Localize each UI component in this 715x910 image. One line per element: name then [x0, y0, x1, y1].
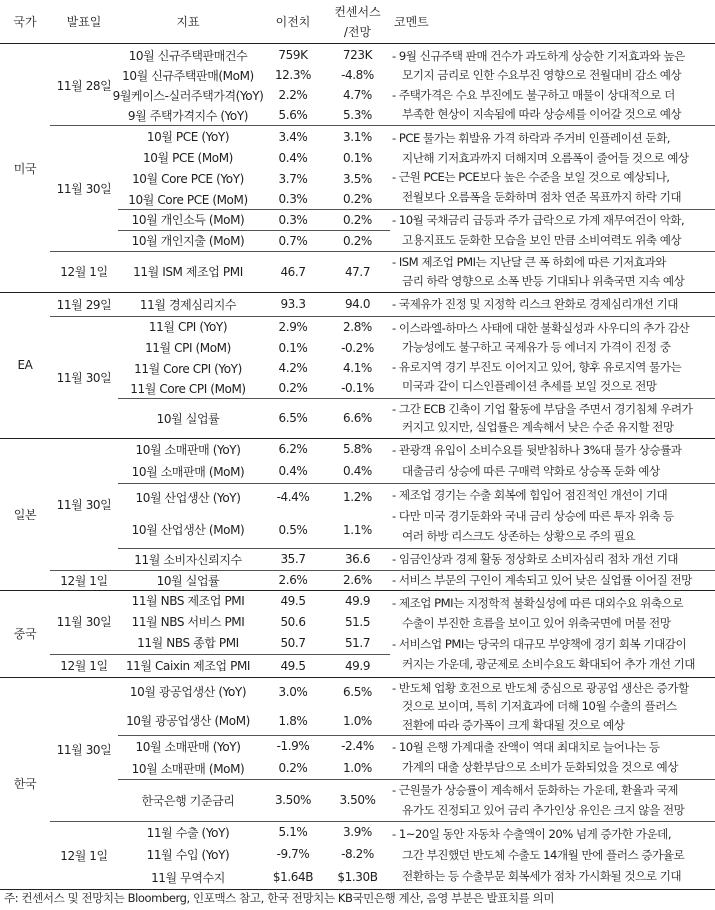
indicator-name: 11월 수출 (YoY) — [146, 825, 230, 840]
previous-value: 2.6% — [278, 573, 308, 587]
comment-line: - 국제유가 진정 및 지정학 리스크 완화로 경제심리개선 기대 — [392, 297, 678, 311]
consensus-value: 1.0% — [343, 713, 372, 728]
comment-line: 유가도 진정되고 있어 금리 추가인상 유인은 크지 않을 전망 — [402, 802, 685, 817]
release-date: 11월 28일 — [56, 78, 112, 93]
country-name: EA — [17, 358, 33, 372]
row-divider — [118, 209, 715, 210]
previous-value: 0.2% — [278, 381, 308, 395]
previous-value: 50.6 — [280, 614, 306, 629]
previous-value: 0.3% — [278, 192, 308, 206]
header-consensus-line1: 컨센서스 — [334, 4, 381, 19]
consensus-value: 3.50% — [339, 793, 376, 807]
consensus-value: 1.0% — [343, 761, 372, 775]
indicator-name: 11월 CPI (MoM) — [145, 341, 231, 355]
previous-value: 12.3% — [274, 68, 312, 82]
consensus-value: 0.2% — [343, 212, 372, 227]
previous-value: 49.5 — [280, 593, 306, 608]
comment-line: 수출이 부진한 흐름을 보이고 있어 위축국면에 머물 전망 — [402, 616, 671, 631]
previous-value: 759K — [278, 48, 308, 62]
comment-block — [392, 292, 712, 316]
indicator-name: 10월 소매판매 (MoM) — [131, 761, 245, 776]
comment-line: - 1~20일 동안 자동차 수출액이 20% 넘게 증가한 가운데, — [392, 827, 672, 841]
row-divider — [0, 677, 715, 678]
consensus-value: 6.6% — [343, 411, 372, 425]
indicator-name: 10월 신규주택판매건수 — [128, 48, 248, 63]
release-date: 12월 1일 — [60, 573, 108, 588]
comment-line: - 임금인상과 경제 활동 정상화로 소비자심리 점차 개선 기대 — [392, 552, 678, 566]
comment-line: - ISM 제조업 PMI는 지난달 큰 폭 하회에 따른 기저효과와 — [392, 255, 666, 269]
row-divider — [0, 889, 715, 890]
header-comment: 코멘트 — [394, 14, 429, 29]
previous-value: $1.64B — [272, 870, 314, 884]
comment-block — [392, 483, 712, 548]
comment-line: 가능성에도 불구하고 국제유가 등 에너지 가격이 진정 중 — [402, 340, 671, 355]
indicator-name: 11월 소비자신뢰지수 — [134, 552, 242, 567]
comment-line: - 관광객 유입이 소비수요를 뒷받침하나 3%대 물가 상승률과 — [392, 443, 682, 458]
comment-block — [392, 126, 712, 209]
consensus-value: 1.1% — [343, 522, 372, 537]
previous-value: 3.4% — [278, 129, 308, 144]
consensus-value: 94.0 — [344, 297, 371, 311]
comment-block — [392, 251, 712, 292]
previous-value: 3.0% — [278, 684, 308, 699]
comment-line: 모기지 금리로 인한 수요부진 영향으로 전월대비 감소 예상 — [402, 68, 682, 83]
comment-line: - 주택가격은 수요 부진에도 불구하고 매물이 상대적으로 더 — [392, 87, 675, 102]
consensus-value: 49.9 — [344, 593, 371, 608]
consensus-value: 0.2% — [343, 233, 372, 248]
row-divider — [118, 735, 715, 736]
indicator-name: 11월 NBS 종합 PMI — [137, 636, 239, 650]
previous-value: 4.2% — [278, 361, 308, 375]
release-date: 12월 1일 — [60, 265, 108, 279]
row-divider — [50, 821, 715, 822]
consensus-value: 0.2% — [343, 192, 372, 206]
consensus-value: 723K — [342, 48, 373, 62]
comment-block — [392, 316, 712, 398]
previous-value: 93.3 — [280, 297, 306, 311]
row-divider — [118, 398, 715, 399]
previous-value: 6.2% — [278, 442, 308, 456]
indicator-name: 11월 무역수지 — [151, 870, 225, 885]
comment-line: - 제조업 PMI는 지정학적 불확실성에 따른 대외수요 위축으로 — [392, 595, 683, 610]
previous-value: 0.4% — [278, 150, 308, 165]
comment-line: 여러 하방 리스크도 상존하는 상황으로 주의 필요 — [402, 528, 636, 543]
comment-block — [392, 735, 712, 779]
row-divider — [118, 483, 715, 484]
previous-value: 2.9% — [278, 319, 308, 334]
header-indicator: 지표 — [176, 14, 200, 29]
previous-value: 0.5% — [278, 522, 308, 537]
consensus-value: -0.1% — [341, 381, 374, 395]
comment-line: - 근원 PCE는 PCE보다 높은 수준을 보일 것으로 예상되나, — [392, 170, 670, 185]
row-divider — [50, 316, 715, 317]
indicator-name: 11월 ISM 제조업 PMI — [133, 265, 243, 279]
previous-value: 35.7 — [280, 552, 306, 566]
header-previous: 이전치 — [275, 14, 311, 29]
indicator-name: 10월 산업생산 (YoY) — [135, 490, 241, 505]
indicator-name: 11월 NBS 제조업 PMI — [131, 594, 245, 608]
previous-value: 0.2% — [278, 761, 308, 775]
release-date: 11월 30일 — [56, 182, 112, 196]
indicator-name: 11월 CPI (YoY) — [148, 320, 228, 334]
comment-block — [392, 779, 712, 821]
previous-value: -1.9% — [276, 739, 310, 753]
indicator-name: 10월 광공업생산 (MoM) — [126, 714, 250, 728]
comment-line: 가계의 대출 상환부담으로 소비가 둔화되었을 것으로 예상 — [402, 760, 678, 774]
comment-line: 전환에 따라 증가폭이 크게 확대될 것으로 예상 — [402, 717, 625, 732]
comment-line: 커지고 있지만, 실업률은 계속해서 낮은 수준 유지할 전망 — [402, 420, 674, 435]
release-date: 12월 1일 — [60, 659, 108, 673]
comment-line: - 10월 국채금리 급등과 주가 급락으로 가계 재무여건이 악화, — [392, 213, 685, 228]
comment-line: 부족한 현상이 지속됨에 따라 상승세를 이어갈 것으로 예상 — [402, 106, 682, 121]
comment-line: - 다만 미국 경기둔화와 국내 금리 상승에 따른 투자 위축 등 — [392, 508, 674, 523]
consensus-value: -8.2% — [341, 847, 374, 861]
consensus-value: 47.7 — [344, 264, 371, 279]
release-date: 11월 30일 — [56, 742, 112, 757]
previous-value: 49.5 — [280, 658, 306, 673]
consensus-value: 51.7 — [344, 635, 371, 650]
indicator-name: 11월 NBS 서비스 PMI — [131, 615, 245, 629]
previous-value: 50.7 — [280, 635, 306, 650]
comment-line: - 그간 ECB 긴축이 기업 활동에 부담을 주면서 경기침체 우려가 — [392, 401, 693, 416]
footnote: 주: 컨센서스 및 전망치는 Bloomberg, 인포맥스 참고, 한국 전망치는 KB국민은행 계산, 음영 부분은 발표치를 의미 — [4, 891, 555, 905]
indicator-name: 9월 주택가격지수 (YoY) — [127, 108, 249, 123]
previous-value: 46.7 — [280, 264, 306, 279]
release-date: 11월 30일 — [56, 497, 112, 512]
indicator-name: 10월 Core PCE (YoY) — [132, 172, 244, 186]
previous-value: 0.1% — [278, 340, 308, 355]
indicator-name: 10월 소매판매 (YoY) — [135, 442, 241, 457]
header-date: 발표일 — [66, 14, 102, 29]
previous-value: 5.6% — [278, 108, 308, 122]
consensus-value: $1.30B — [337, 870, 378, 884]
country-name: 중국 — [13, 627, 37, 641]
row-divider — [0, 438, 715, 439]
release-date: 12월 1일 — [60, 848, 108, 863]
previous-value: -9.7% — [276, 847, 310, 861]
release-date: 11월 30일 — [56, 615, 112, 629]
indicator-name: 11월 경제심리지수 — [139, 297, 237, 312]
consensus-value: 49.9 — [344, 658, 371, 673]
indicator-name: 9월케이스-실러주택가격(YoY) — [112, 88, 264, 103]
comment-block — [392, 821, 712, 889]
consensus-value: 51.5 — [344, 614, 371, 629]
comment-line: 전월보다 오름폭을 둔화하며 점차 연준 목표까지 하락 기대 — [402, 190, 682, 205]
row-divider — [118, 230, 390, 231]
previous-value: 0.4% — [278, 464, 308, 478]
comment-line: - 10월 은행 가계대출 잔액이 역대 최대치로 늘어나는 등 — [392, 740, 660, 754]
previous-value: 0.7% — [278, 233, 308, 248]
consensus-value: 3.9% — [343, 825, 372, 839]
consensus-value: 2.6% — [343, 573, 372, 587]
comment-line: 그간 부진했던 반도체 수출도 14개월 만에 플러스 증가율로 — [402, 848, 685, 862]
consensus-value: 3.5% — [343, 171, 372, 186]
row-divider — [118, 548, 715, 549]
comment-line: 지난해 기저효과까지 더해지며 오름폭이 줄어들 것으로 예상 — [402, 150, 689, 165]
previous-value: -4.4% — [276, 490, 310, 504]
header-consensus-line2: /전망 — [343, 24, 372, 39]
indicator-name: 10월 소매판매 (MoM) — [131, 464, 245, 479]
row-divider — [50, 251, 715, 252]
indicator-name: 한국은행 기준금리 — [141, 793, 235, 808]
country-name: 한국 — [13, 776, 37, 791]
previous-value: 2.2% — [278, 88, 308, 102]
indicator-name: 11월 수입 (YoY) — [146, 847, 230, 862]
comment-block — [392, 590, 712, 677]
comment-line: - 제조업 경기는 수출 회복에 힘입어 점진적인 개선이 기대 — [392, 488, 668, 503]
consensus-value: 6.5% — [343, 684, 372, 699]
previous-value: 0.3% — [278, 212, 308, 227]
consensus-value: 4.1% — [343, 361, 372, 375]
consensus-value: 3.1% — [343, 129, 372, 144]
previous-value: 3.50% — [274, 793, 312, 807]
release-date: 11월 30일 — [56, 370, 112, 385]
comment-line: - PCE 물가는 휘발유 가격 하락과 주거비 인플레이션 둔화, — [392, 130, 670, 145]
comment-line: - 9월 신규주택 판매 건수가 과도하게 상승한 기저효과와 높은 — [392, 49, 685, 64]
consensus-value: -2.4% — [341, 739, 374, 753]
indicator-name: 10월 실업률 — [156, 573, 220, 588]
comment-block — [392, 209, 712, 251]
consensus-value: 36.6 — [344, 552, 371, 566]
comment-line: - 서비스업 PMI는 당국의 대규모 부양책에 경기 회복 기대감이 — [392, 636, 687, 651]
comment-line: 미국과 같이 디스인플레이션 추세를 보일 것으로 전망 — [402, 379, 657, 394]
row-divider — [0, 590, 715, 591]
comment-line: - 유로지역 경기 부진도 이어지고 있어, 향후 유로지역 물가는 — [392, 359, 682, 374]
row-divider — [50, 654, 390, 655]
consensus-value: 2.8% — [343, 319, 372, 334]
indicator-name: 11월 Core CPI (MoM) — [130, 381, 246, 396]
indicator-name: 10월 산업생산 (MoM) — [131, 523, 245, 537]
indicator-name: 10월 개인소득 (MoM) — [131, 213, 245, 227]
previous-value: 1.8% — [278, 713, 308, 728]
comment-line: 금리 하락 영향으로 소폭 반등 기대되나 위축국면 지속 예상 — [402, 274, 685, 288]
header-country: 국가 — [13, 14, 37, 29]
comment-block — [392, 45, 712, 125]
country-name: 미국 — [13, 162, 37, 176]
row-divider — [50, 570, 715, 571]
comment-line: - 반도체 업황 호전으로 반도체 중심으로 광공업 생산은 증가할 — [392, 680, 689, 695]
row-divider — [0, 43, 715, 44]
indicator-name: 10월 Core PCE (MoM) — [128, 192, 248, 207]
indicator-name: 10월 PCE (MoM) — [143, 151, 233, 165]
row-divider — [118, 779, 715, 780]
indicator-name: 10월 광공업생산 (YoY) — [129, 685, 247, 699]
comment-line: - 이스라엘-하마스 사태에 대한 불확실성과 사우디의 추가 감산 — [392, 320, 690, 335]
comment-block — [392, 677, 712, 735]
comment-line: - 근원물가 상승률이 계속해서 둔화하는 가운데, 환율과 국제 — [392, 783, 678, 798]
consensus-value: -0.2% — [341, 340, 374, 355]
comment-line: 것으로 보이며, 특히 기저효과에 더해 10월 수출의 플러스 — [402, 699, 677, 713]
comment-line: - 서비스 부문의 구인이 계속되고 있어 낮은 실업률 이어질 전망 — [392, 573, 692, 587]
indicator-name: 10월 개인지출 (MoM) — [131, 234, 245, 248]
previous-value: 3.7% — [278, 171, 308, 186]
consensus-value: -4.8% — [341, 68, 374, 82]
consensus-value: 4.7% — [343, 88, 372, 102]
indicator-name: 10월 신규주택판매(MoM) — [122, 68, 254, 83]
comment-line: 전환하는 등 수출부문 회복세가 점차 가시화될 것으로 기대 — [402, 869, 682, 883]
comment-line: 대출금리 상승에 따른 구매력 약화로 상승폭 둔화 예상 — [402, 463, 660, 478]
country-name: 일본 — [13, 507, 37, 522]
row-divider — [50, 125, 715, 126]
indicator-name: 10월 실업률 — [156, 411, 220, 426]
previous-value: 6.5% — [278, 411, 308, 425]
comment-block — [392, 570, 712, 590]
indicator-name: 11월 Caixin 제조업 PMI — [125, 659, 251, 673]
comment-line: 커지는 가운데, 광군제로 소비수요도 확대되어 추가 개선 기대 — [402, 657, 695, 672]
comment-block — [392, 548, 712, 570]
comment-block — [392, 438, 712, 483]
previous-value: 5.1% — [278, 825, 308, 839]
consensus-value: 5.3% — [343, 108, 372, 122]
consensus-value: 5.8% — [343, 442, 372, 456]
indicator-name: 10월 PCE (YoY) — [146, 130, 230, 144]
row-divider — [0, 292, 715, 293]
indicator-name: 11월 Core CPI (YoY) — [134, 361, 242, 376]
consensus-value: 1.2% — [343, 490, 372, 504]
indicator-name: 10월 소매판매 (YoY) — [135, 739, 241, 754]
header-consensus — [325, 0, 390, 43]
comment-line: 고용지표도 둔화한 모습을 보인 만큼 소비여력도 위축 예상 — [402, 232, 682, 247]
release-date: 11월 29일 — [56, 297, 112, 312]
consensus-value: 0.1% — [343, 150, 372, 165]
consensus-value: 0.4% — [343, 464, 372, 478]
comment-block — [392, 398, 712, 438]
